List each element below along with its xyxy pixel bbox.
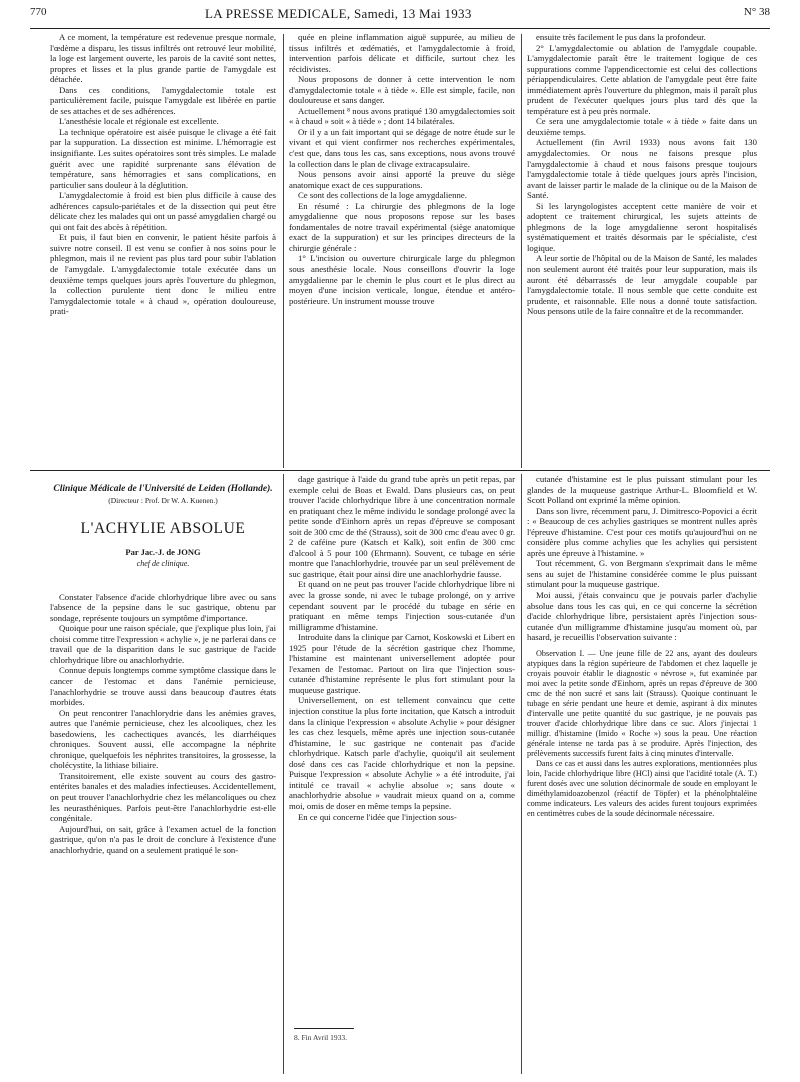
- clinic-affiliation: Clinique Médicale de l'Université de Leiden (Hollande).: [53, 484, 273, 494]
- header-rule: [30, 28, 770, 29]
- paragraph: Observation I. — Une jeune fille de 22 ans, ayant des douleurs atypiques dans la région supérieure de l'abdomen et chez laquelle je croyais pouvoir établir le diagnostic « névrose », fut examinée par moi avec la petite sonde d'Einhorn, après un repas d'épreuve de 300 cmc de thé non sucré et sans lait (Strauss). Quoique continuant le tubage en série pendant une heure et demie, aspirant à dix minutes d'intervalle une petite quantité du suc gastrique, je ne pouvais pas trouver d'acide chlorhydrique libre dans ce suc. Alors j'injectai 1 milligr. d'histamine (Imido « Roche ») sous la peau. Une réaction générale intense ne tarda pas à se produire. Après l'injection, des prélèvements successifs furent faits à cinq minutes d'intervalle.: [527, 648, 757, 758]
- paragraph: Aujourd'hui, on sait, grâce à l'examen actuel de la fonction gastrique, qu'on n'a pas le droit de conclure à l'existence d'une anachlorhydrie, quand on a seulement pratiqué le son-: [50, 823, 276, 855]
- paragraph: A ce moment, la température est redevenue presque normale, l'œdème a disparu, les tissus infiltrés ont retrouvé leur mobilité, la loge est largement ouverte, les parois de la cavité sont nettes, propres et lisses et la plus grande partie de l'amygdale est détachée.: [50, 32, 276, 85]
- column-divider: [283, 34, 284, 468]
- paragraph: L'anesthésie locale et régionale est excellente.: [59, 116, 219, 127]
- director-line: (Directeur : Prof. Dr W. A. Kuenen.): [108, 496, 218, 505]
- footnote-rule: [294, 1028, 354, 1029]
- paragraph: On peut rencontrer l'anachlorydrie dans les anémies graves, autres que l'anémie pernicieuse, chez les alcooliques, chez les basedowiens, les cachectiques avancés, les diarrhéiques chroniques. Souvent aussi, elle accompagne la néphrite chronique, quelquefois les néphrites transitoires, la grossesse, la cholécystite, la lithiase biliaire.: [50, 707, 276, 771]
- section-rule: [30, 470, 770, 471]
- paragraph: Introduite dans la clinique par Carnot, Koskowski et Libert en 1925 pour l'étude de la sécrétion gastrique chez l'homme, l'histamine est maintenant universellement adoptée pour l'examen de l'estomac. Partout on lira que l'injection sous-cutanée d'histamine représente le plus fort stimulant pour la muqueuse gastrique.: [289, 632, 515, 695]
- paragraph: Quoique pour une raison spéciale, que j'explique plus loin, j'ai choisi comme titre l'expression « achylie », je ne parlerai dans ce travail que de la disparition dans le suc gastrique de l'acide chlorhydrique libre ou anachlorhydrie.: [50, 623, 276, 665]
- paragraph: L'amygdalectomie à froid est bien plus difficile à cause des adhérences capsulo-pariétales et de la dissection qui peut être délicate chez les malades qui ont un passé amygdalien chargé ou qui ont fait des abcès à répétition.: [50, 190, 276, 232]
- paragraph: ensuite très facilement le pus dans la profondeur.: [536, 32, 706, 42]
- paragraph: 2° L'amygdalectomie ou ablation de l'amygdale coupable. L'amygdalectomie paraît être le traitement logique de ces suppurations comme l'appendicectomie est celui des collections périappendiculaires. Cette ablation de l'amygdale peut être faite immédiatement après l'ouverture du phlegmon, mais il paraît plus prudent de l'exécuter quelques jours plus tard dès que la température est à peu près normale.: [527, 42, 757, 116]
- paragraph: Dans ce cas et aussi dans les autres explorations, mentionnées plus loin, l'acide chlorhydrique libre (HCl) ainsi que l'acidité totale (A. T.) furent dosés avec une solution décinormale de soude en employant le diméthylamidoazobenzol (réactif de Töpfer) et la phénolphtaléine comme indicateurs. Les valeurs des acides furent toujours exprimées en centimètres cubes de la soude décinormale nécessaire.: [527, 758, 757, 818]
- column-divider: [283, 474, 284, 1074]
- paragraph: Actuellement (fin Avril 1933) nous avons fait 130 amygdalectomies. Or nous ne faisons presque plus l'amygdalectomie à chaud et nous faisons presque toujours l'amygdalectomie totale à tiède quelques jours après l'incision, avant de laisser partir le malade de la clinique ou de la Maison de Santé.: [527, 137, 757, 201]
- paragraph: La technique opératoire est aisée puisque le clivage a été fait par la suppuration. La dissection est minime. L'hémorragie est insignifiante. Les suites opératoires sont très simples. Le malade guérit avec une rapidité surprenante sans élévation de température, sans hémorragies et sans complications, en particulier sans douleur à la déglutition.: [50, 126, 276, 190]
- paragraph: Ce sont des collections de la loge amygdalienne.: [298, 190, 467, 201]
- article-column-1: [50, 484, 276, 1074]
- paragraph: Si les laryngologistes acceptent cette manière de voir et adoptent ce traitement chirurgical, les sujets atteints de phlegmons de la loge amygdalienne seront hospitalisés systématiquement et traités désormais par le spécialiste, c'est logique.: [527, 200, 757, 253]
- paragraph: Actuellement ⁸ nous avons pratiqué 130 amygdalectomies soit « à chaud » soit « à tiède » ; dont 14 bilatérales.: [289, 105, 515, 127]
- paragraph: quée en pleine inflammation aiguë suppurée, au milieu de tissus infiltrés et œdématiés, et l'amygdalectomie à froid, intervention parfois délicate et difficile, surtout chez les récidivistes.: [289, 32, 515, 74]
- article-header: [50, 484, 276, 570]
- article-title: L'ACHYLIE ABSOLUE: [80, 520, 246, 537]
- top-column-2: [289, 32, 515, 467]
- footnote: 8. Fin Avril 1933.: [294, 1033, 347, 1042]
- paragraph: En ce qui concerne l'idée que l'injection sous-: [298, 811, 457, 822]
- paragraph: Dans ces conditions, l'amygdalectomie totale est particulièrement facile, puisque l'amygdale est libérée en partie de ses attaches et de ses adhérences.: [50, 84, 276, 116]
- observation-block: [527, 649, 757, 819]
- issue-number: N° 38: [743, 6, 770, 18]
- paragraph: Et puis, il faut bien en convenir, le patient hésite parfois à suivre notre conseil. Il est venu se confier à nos soins pour le phlegmon, mais il ne revient pas plus tard pour subir l'ablation de l'amygdale. L'amygdalectomie totale exécutée dans un deuxième temps quelques jours après l'ouverture du phlegmon, la collection purulente tient donc le milieu entre l'amygdalectomie totale « à chaud », opération douloureuse, prati-: [50, 232, 276, 317]
- paragraph: Nous proposons de donner à cette intervention le nom d'amygdalectomie totale « à tiède ». Elle est simple, facile, non douloureuse et sans danger.: [289, 74, 515, 106]
- paragraph: Connue depuis longtemps comme symptôme classique dans le cancer de l'estomac et dans l'anémie pernicieuse, l'anachlorhydrie se trouve aussi dans beaucoup d'autres états morbides.: [50, 665, 276, 708]
- article-author: Par Jac.-J. de JONG: [125, 546, 201, 557]
- paragraph: Et quand on ne peut pas trouver l'acide chlorhydrique libre ni avec la grosse sonde, ni avec le tubage prolongé, on y arrive cependant souvent par le procédé du tubage en série en pratiquant en même temps l'injection sous-cutanée d'un milligramme d'histamine.: [289, 579, 515, 632]
- paragraph: Ce sera une amygdalectomie totale « à tiède » faite dans un deuxième temps.: [527, 116, 757, 137]
- page-header: [30, 6, 770, 26]
- paragraph: cutanée d'histamine est le plus puissant stimulant pour les glandes de la muqueuse gastrique Arthur-L. Bloomfield et W. Scott Polland ont exprimé la même opinion.: [527, 474, 757, 506]
- paragraph: 1° L'incision ou ouverture chirurgicale large du phlegmon sous anesthésie locale. Nous conseillons d'ouvrir la loge amygdalienne par le chemin le plus court et le plus direct au moyen d'une incision verticale, longue, étendue et antéro-postérieure. Un instrument mousse trouve: [289, 253, 515, 306]
- paragraph: Constater l'absence d'acide chlorhydrique libre avec ou sans l'absence de la pepsine dans le suc gastrique, obtenu par sondage, représente toujours un symptôme d'importance.: [50, 591, 276, 623]
- page-number: 770: [30, 6, 47, 18]
- paragraph: Transitoirement, elle existe souvent au cours des gastro-entérites banales et des maladies infectieuses. Accidentellement, on peut trouver l'anachlorhydrie chez les mélancoliques ou chez les neurasthéniques. Parfois peut-être l'anachlorhydrie est-elle congénitale.: [50, 770, 276, 824]
- paragraph: En résumé : La chirurgie des phlegmons de la loge amygdalienne que nous proposons repose sur les bases fondamentales de notre travail expérimental (siège anatomique exact de la suppuration) et sur les principes directeurs de la chirurgie générale :: [289, 200, 515, 253]
- paragraph: dage gastrique à l'aide du grand tube après un petit repas, par exemple celui de Boas et Ewald. Dans plusieurs cas, on peut trouver l'acide chlorhydrique libre à une concentration normale en pratiquant chez le même individu le sondage prolongé avec la petite sonde d'Einhorn après un repas d'épreuve se composant soit de 300 cmc de thé (Strauss), soit de 300 cmc d'eau avec 0 gr. 2 de caféine pure (Katsch et Kalk), soit enfin de 300 cmc d'alcool à 5 pour 100 (Ehrmann). Souvent, ce tubage en série montre que l'anachlorhydrie, trouvée par un seul prélèvement de suc gastrique, était pour ainsi dire une anachlorhydrie fausse.: [289, 474, 515, 579]
- column-divider: [521, 34, 522, 468]
- article-column-3: [527, 474, 757, 1074]
- paragraph: Nous pensons avoir ainsi apporté la preuve du siège anatomique exact de ces suppurations.: [289, 169, 515, 190]
- top-column-1: [50, 32, 276, 467]
- top-column-3: [527, 32, 757, 467]
- column-divider: [521, 474, 522, 1074]
- author-role: chef de clinique.: [136, 559, 190, 569]
- paragraph: Or il y a un fait important qui se dégage de notre étude sur le vivant et qui vient confirmer nos recherches expérimentales, c'est que, dans tous les cas, sans exceptions, nous avons trouvé la collection dans le plan de clivage extracapsulaire.: [289, 126, 515, 169]
- paragraph: Dans son livre, récemment paru, J. Dimitresco-Popovici a écrit : « Beaucoup de ces achylies gastriques se montrent nulles après l'épreuve d'histamine. C'est pour ces motifs qu'aujourd'hui on ne considère plus comme achylies que les achylies qui persistent après une épreuve à l'histamine. »: [527, 505, 757, 558]
- journal-title: LA PRESSE MEDICALE, Samedi, 13 Mai 1933: [205, 6, 472, 21]
- paragraph: Universellement, on est tellement convaincu que cette injection constitue la plus forte incitation, que Katsch a introduit dans la clinique l'expression « absolute Achylie » pour désigner les cas chez lesquels, même après une injection sous-cutanée d'histamine, le suc gastrique ne contenait pas d'acide chlorhydrique. Katsch parle d'achylie, quoiqu'il ait seulement dosé dans ces cas l'acide chlorhydrique et non la pepsine. Puisque l'expression « absolute Achylie » a été introduite, j'ai intitulé ce travail « achylie absolue »; sans doute « anachlorhydrie absolue » vaudrait mieux quand on a, comme moi, omis de doser en même temps la pepsine.: [289, 695, 515, 811]
- article-column-2: [289, 474, 515, 1022]
- paragraph: Moi aussi, j'étais convaincu que je pouvais parler d'achylie absolue dans tous les cas qui, en ce qui concerne la sécrétion d'acide chlorhydrique libre, persistaient après l'injection sous-cutanée d'un milligramme d'histamine jusqu'au moment où, par hasard, je recueillis l'observation suivante :: [527, 590, 757, 643]
- paragraph: A leur sortie de l'hôpital ou de la Maison de Santé, les malades non seulement auront été traités pour leur suppuration, mais ils auront été débarrassés de leur amygdale coupable par l'amygdalectomie totale. Il nous semble que cette conduite est prudente, et raisonnable. Elle nous a donné toute satisfaction. Nous pensons utile de la faire connaître et de la recommander.: [527, 253, 757, 317]
- paragraph: Tout récemment, G. von Bergmann s'exprimait dans le même sens au sujet de l'histamine considérée comme le plus puissant stimulant pour la muqueuse gastrique.: [527, 558, 757, 590]
